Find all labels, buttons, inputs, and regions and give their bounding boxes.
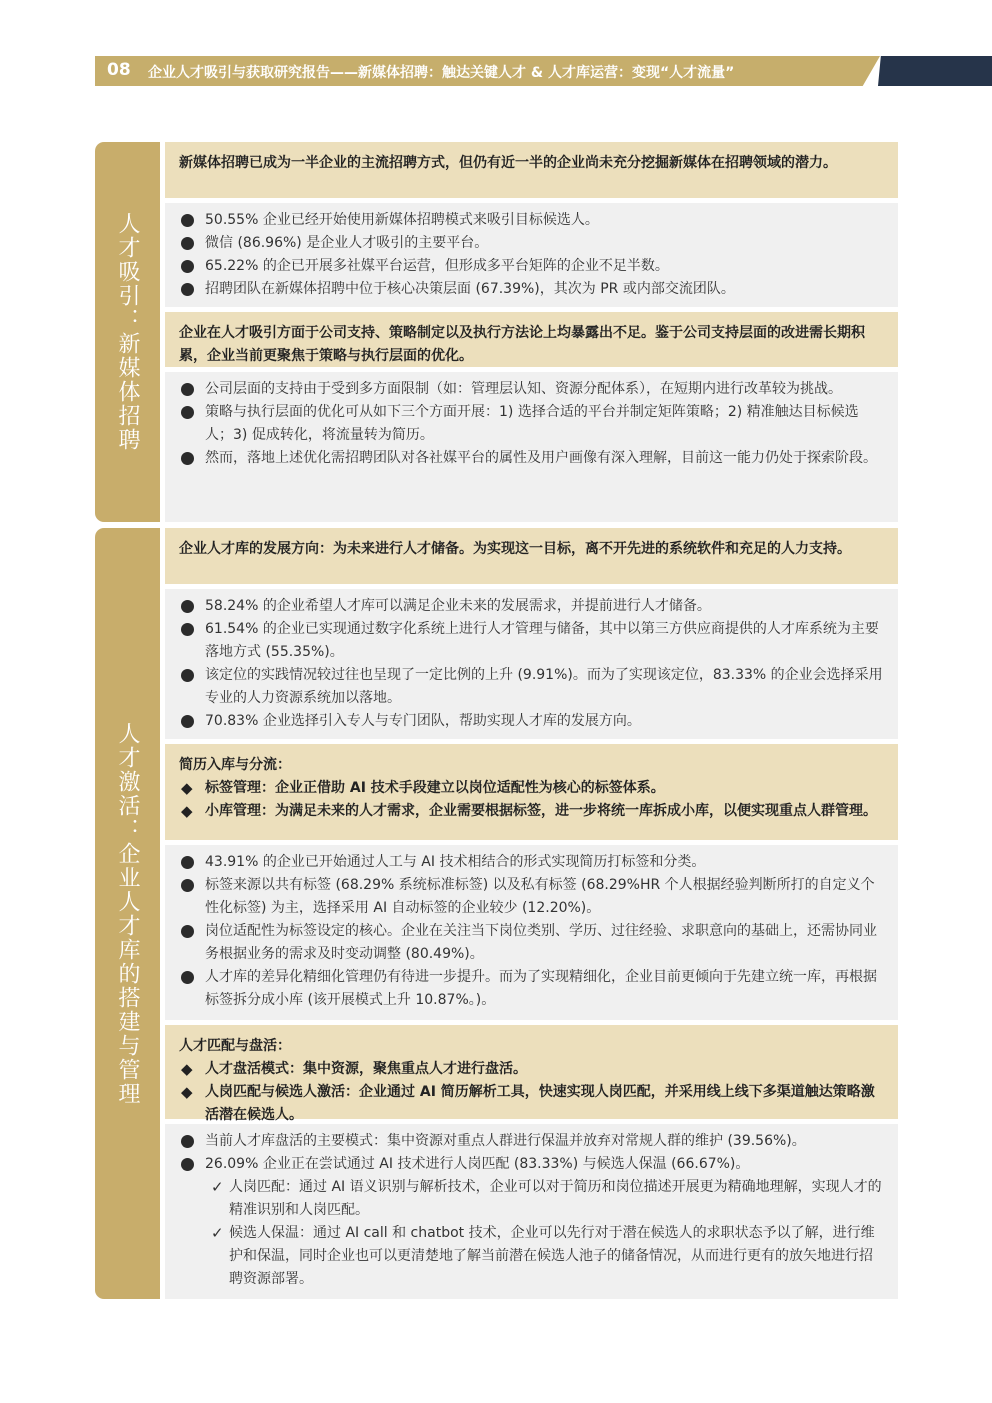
section2-summary2 (165, 744, 898, 840)
list-item: ◆ 人岗匹配与候选人激活：企业通过 AI 简历解析工具，快速实现人岗匹配，并采用线上线下多渠道触达策略激活潜在候选人。 (181, 1083, 875, 1123)
bullet-icon (181, 406, 194, 419)
page-number: 08 (107, 60, 131, 80)
bullet-icon (181, 669, 194, 682)
section2-summary3 (165, 1025, 898, 1123)
bullet-icon (181, 623, 194, 636)
section1-summary2 (165, 312, 898, 367)
check-icon: ✓ (211, 1178, 224, 1196)
report-title: 企业人才吸引与获取研究报告——新媒体招聘：触达关键人才 & 人才库运营：变现“人才流量” (148, 65, 735, 81)
list-item: 58.24% 的企业希望人才库可以满足企业未来的发展需求，并提前进行人才储备。 (179, 595, 886, 618)
check-item: ✓ 候选人保温：通过 AI call 和 chatbot 技术，企业可以先行对于潜在候选人的求职状态予以了解，进行维护和保温，同时企业也可以更清楚地了解当前潜在候选人池子的储备情况，从而进行更有的放矢地进行招聘资源部署。 (211, 1224, 875, 1287)
section1-bullets1 (165, 203, 898, 307)
list-item: 该定位的实践情况较过往也呈现了一定比例的上升 (9.91%)。而为了实现该定位，83.33% 的企业会选择采用专业的人力资源系统加以落地。 (179, 664, 886, 710)
diamond-icon: ◆ (181, 1083, 193, 1101)
bullet-icon (181, 925, 194, 938)
bullet-icon (181, 879, 194, 892)
list-item: 标签来源以共有标签 (68.29% 系统标准标签) 以及私有标签 (68.29%HR 个人根据经验判断所打的自定义个性化标签) 为主，选择采用 AI 自动标签的企业较少 (12.20%)。 (179, 874, 886, 920)
bullet-icon (181, 237, 194, 250)
list-item: 公司层面的支持由于受到多方面限制（如：管理层认知、资源分配体系），在短期内进行改革较为挑战。 (179, 378, 886, 401)
list-item: 招聘团队在新媒体招聘中位于核心决策层面 (67.39%)，其次为 PR 或内部交流团队。 (179, 278, 886, 301)
bullet-icon (181, 856, 194, 869)
bullet-icon (181, 283, 194, 296)
section1-summary1-text: 新媒体招聘已成为一半企业的主流招聘方式，但仍有近一半的企业尚未充分挖掘新媒体在招聘领域的潜力。 (179, 155, 837, 171)
bullet-icon (181, 1158, 194, 1171)
check-item: ✓ 人岗匹配：通过 AI 语义识别与解析技术，企业可以对于简历和岗位描述开展更为精确地理解，实现人才的精准识别和人岗匹配。 (211, 1178, 882, 1218)
bullet-icon (181, 715, 194, 728)
bullet-icon (181, 1135, 194, 1148)
section1-tab (95, 142, 160, 522)
section2-summary1-text: 企业人才库的发展方向：为未来进行人才储备。为实现这一目标，离不开先进的系统软件和充足的人力支持。 (179, 541, 851, 557)
section1-bullets2 (165, 372, 898, 522)
list-item: 26.09% 企业正在尝试通过 AI 技术进行人岗匹配 (83.33%) 与候选人保温 (66.67%)。 (179, 1153, 886, 1176)
bullet-icon (181, 214, 194, 227)
list-item: 65.22% 的企已开展多社媒平台运营，但形成多平台矩阵的企业不足半数。 (179, 255, 886, 278)
check-icon: ✓ (211, 1224, 224, 1242)
diamond-icon: ◆ (181, 802, 193, 820)
section2-bullets2 (165, 845, 898, 1020)
section2-summary1 (165, 528, 898, 584)
list-item: 策略与执行层面的优化可从如下三个方面开展：1) 选择合适的平台并制定矩阵策略；2) 精准触达目标候选人；3) 促成转化，将流量转为简历。 (179, 401, 886, 447)
list-item: 61.54% 的企业已实现通过数字化系统上进行人才管理与储备，其中以第三方供应商提供的人才库系统为主要落地方式 (55.35%)。 (179, 618, 886, 664)
list-item: 70.83% 企业选择引入专人与专门团队，帮助实现人才库的发展方向。 (179, 710, 886, 733)
list-item: 43.91% 的企业已开始通过人工与 AI 技术相结合的形式实现简历打标签和分类。 (179, 851, 886, 874)
section1-summary2-text: 企业在人才吸引方面于公司支持、策略制定以及执行方法论上均暴露出不足。鉴于公司支持层面的改进需长期积累，企业当前更聚焦于策略与执行层面的优化。 (179, 325, 865, 364)
list-item: 微信 (86.96%) 是企业人才吸引的主要平台。 (179, 232, 886, 255)
section1-summary1 (165, 142, 898, 198)
list-item: ◆ 小库管理：为满足未来的人才需求，企业需要根据标签，进一步将统一库拆成小库，以便实现重点人群管理。 (179, 800, 886, 823)
section2-tab (95, 528, 160, 1299)
list-item: 然而，落地上述优化需招聘团队对各社媒平台的属性及用户画像有深入理解，目前这一能力仍处于探索阶段。 (179, 447, 886, 470)
bullet-icon (181, 600, 194, 613)
section2-summary2-title: 简历入库与分流： (179, 757, 291, 773)
section2-tab-label: 人才激活：企业人才库的搭建与管理 (115, 721, 140, 1106)
section2-bullets3 (165, 1124, 898, 1299)
list-item: ◆ 标签管理：企业正借助 AI 技术手段建立以岗位适配性为核心的标签体系。 (179, 777, 886, 800)
bullet-icon (181, 260, 194, 273)
section1-tab-label: 人才吸引：新媒体招聘 (115, 212, 140, 452)
list-item: 人才库的差异化精细化管理仍有待进一步提升。而为了实现精细化，企业目前更倾向于先建立统一库，再根据标签拆分成小库 (该开展模式上升 10.87%。)。 (179, 966, 886, 1012)
section2-bullets1 (165, 589, 898, 739)
list-item: ◆ 人才盘活模式：集中资源，聚焦重点人才进行盘活。 (179, 1058, 886, 1081)
diamond-icon: ◆ (181, 1060, 193, 1078)
header-dark-block (878, 56, 992, 86)
list-item: 当前人才库盘活的主要模式：集中资源对重点人群进行保温并放弃对常规人群的维护 (39.56%)。 (179, 1130, 886, 1153)
bullet-icon (181, 971, 194, 984)
list-item: 岗位适配性为标签设定的核心。企业在关注当下岗位类别、学历、过往经验、求职意向的基础上，还需协同业务根据业务的需求及时变动调整 (80.49%)。 (179, 920, 886, 966)
bullet-icon (181, 452, 194, 465)
list-item: 50.55% 企业已经开始使用新媒体招聘模式来吸引目标候选人。 (179, 209, 886, 232)
diamond-icon: ◆ (181, 779, 193, 797)
section2-summary3-title: 人才匹配与盘活： (179, 1038, 291, 1054)
bullet-icon (181, 383, 194, 396)
